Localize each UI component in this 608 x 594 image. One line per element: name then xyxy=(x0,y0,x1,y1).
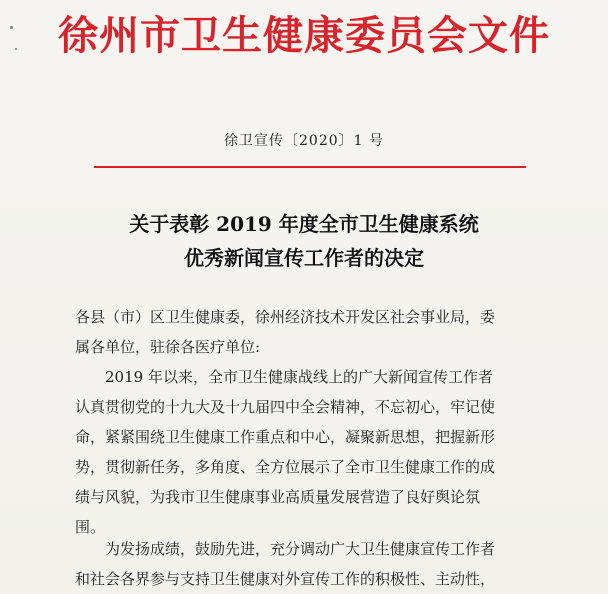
salutation-line: 属各单位，驻徐各医疗单位: xyxy=(75,338,261,356)
red-divider-line xyxy=(94,166,526,168)
paragraph-line: 为发扬成绩，鼓励先进，充分调动广大卫生健康宣传工作者 xyxy=(105,540,496,558)
salutation-line: 各县（市）区卫生健康委，徐州经济技术开发区社会事业局，委 xyxy=(75,308,496,326)
paragraph-line: 认真贯彻党的十九大及十九届四中全会精神，不忘初心，牢记使 xyxy=(75,398,496,416)
document-number: 徐卫宣传〔2020〕1 号 xyxy=(224,133,384,149)
subject-line-1: 关于表彰 2019 年度全市卫生健康系统 xyxy=(129,212,479,236)
paragraph-line: 和社会各界参与支持卫生健康对外宣传工作的积极性、主动性， xyxy=(75,570,496,588)
paragraph-1 xyxy=(75,362,553,542)
paragraph-line: 2019 年以来，全市卫生健康战线上的广大新闻宣传工作者 xyxy=(105,368,493,386)
scan-mark xyxy=(10,26,13,29)
paragraph-line: 围。 xyxy=(75,518,106,536)
paragraph-line: 势，贯彻新任务，多角度、全方位展示了全市卫生健康工作的成 xyxy=(75,458,496,476)
document-header-title: 徐州市卫生健康委员会文件 xyxy=(58,12,550,59)
paragraph-2 xyxy=(75,534,553,594)
subject-line-2: 优秀新闻宣传工作者的决定 xyxy=(184,246,424,270)
scan-mark xyxy=(15,48,17,50)
paragraph-line: 命，紧紧围绕卫生健康工作重点和中心，凝聚新思想，把握新形 xyxy=(75,428,496,446)
paragraph-line: 绩与风貌，为我市卫生健康事业高质量发展营造了良好舆论氛 xyxy=(75,488,481,506)
salutation xyxy=(75,302,553,362)
